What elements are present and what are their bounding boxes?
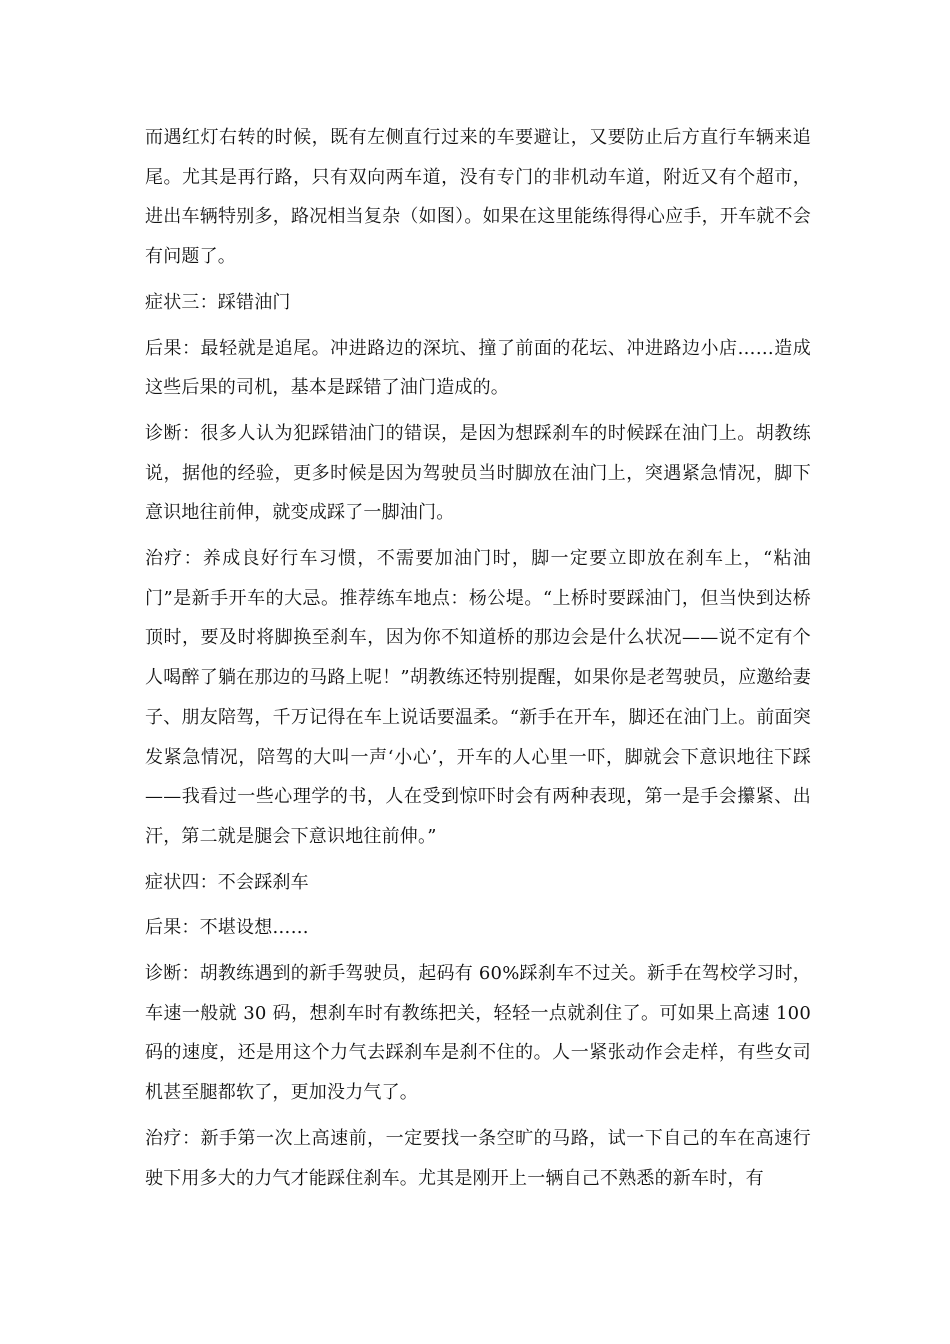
symptom-three-diagnosis: 诊断：很多人认为犯踩错油门的错误，是因为想踩刹车的时候踩在油门上。胡教练说，据他的经验，更多时候是因为驾驶员当时脚放在油门上，突遇紧急情况，脚下意识地往前伸，就变成踩了一脚油门。 xyxy=(145,422,811,524)
symptom-four-heading: 症状四：不会踩刹车 xyxy=(145,871,309,893)
symptom-three-treatment: 治疗：养成良好行车习惯，不需要加油门时，脚一定要立即放在刹车上，“粘油门”是新手开车的大忌。推荐练车地点：杨公堤。“上桥时要踩油门，但当快到达桥顶时，要及时将脚换至刹车，因为你不知道桥的那边会是什么状况——说不定有个人喝醉了躺在那边的马路上呢！”胡教练还特别提醒，如果你是老驾驶员，应邀给妻子、朋友陪驾，千万记得在车上说话要温柔。“新手在开车，脚还在油门上。前面突发紧急情况，陪驾的大叫一声‘小心’，开车的人心里一吓，脚就会下意识地往下踩——我看过一些心理学的书，人在受到惊吓时会有两种表现，第一是手会攥紧、出汗，第二就是腿会下意识地往前伸。” xyxy=(145,548,811,847)
document-body xyxy=(145,118,811,1204)
symptom-four-treatment: 治疗：新手第一次上高速前，一定要找一条空旷的马路，试一下自己的车在高速行驶下用多大的力气才能踩住刹车。尤其是刚开上一辆自己不熟悉的新车时，有 xyxy=(145,1127,811,1189)
symptom-three-heading: 症状三：踩错油门 xyxy=(145,291,291,313)
symptom-four-diagnosis: 诊断：胡教练遇到的新手驾驶员，起码有 60%踩刹车不过关。新手在驾校学习时，车速一般就 30 码，想刹车时有教练把关，轻轻一点就刹住了。可如果上高速 100 码的速度，还是用这个力气去踩刹车是刹不住的。人一紧张动作会走样，有些女司机甚至腿都软了，更加没力气了。 xyxy=(145,963,811,1104)
symptom-four-consequence: 后果：不堪设想…… xyxy=(145,917,309,939)
paragraph-right-turn: 而遇红灯右转的时候，既有左侧直行过来的车要避让，又要防止后方直行车辆来追尾。尤其是再行路，只有双向两车道，没有专门的非机动车道，附近又有个超市，进出车辆特别多，路况相当复杂（如图）。如果在这里能练得得心应手，开车就不会有问题了。 xyxy=(145,127,811,268)
symptom-three-consequence: 后果：最轻就是追尾。冲进路边的深坑、撞了前面的花坛、冲进路边小店……造成这些后果的司机，基本是踩错了油门造成的。 xyxy=(145,337,811,399)
